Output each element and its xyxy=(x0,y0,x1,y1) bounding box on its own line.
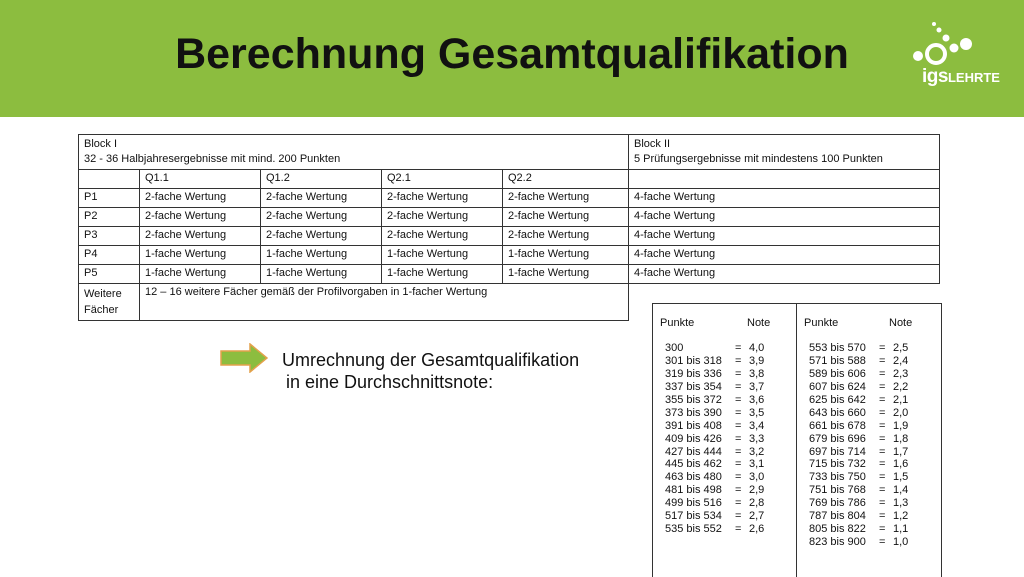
points-range: 661 bis 678 xyxy=(809,419,866,432)
grade-row xyxy=(665,497,790,510)
points-range: 589 bis 606 xyxy=(809,367,866,380)
grade-value: 1,5 xyxy=(893,471,909,484)
table-cell: 2-fache Wertung xyxy=(140,189,261,208)
grade-value: 3,0 xyxy=(749,471,765,484)
equals-sign: = xyxy=(735,367,742,380)
points-range: 733 bis 750 xyxy=(809,471,866,484)
column-header: Q1.2 xyxy=(261,170,382,189)
table-cell: 2-fache Wertung xyxy=(382,227,503,246)
grade-row xyxy=(809,433,934,446)
grade-value: 3,4 xyxy=(749,419,765,432)
grade-row xyxy=(665,381,790,394)
row-label: P4 xyxy=(79,246,140,265)
equals-sign: = xyxy=(735,393,742,406)
grade-value: 2,1 xyxy=(893,393,909,406)
equals-sign: = xyxy=(735,471,742,484)
equals-sign: = xyxy=(735,445,742,458)
grade-row xyxy=(665,484,790,497)
table-cell: 1-fache Wertung xyxy=(140,246,261,265)
grade-value: 2,4 xyxy=(893,354,909,367)
points-range: 697 bis 714 xyxy=(809,445,866,458)
column-header xyxy=(629,170,940,189)
table-cell: 2-fache Wertung xyxy=(503,227,629,246)
equals-sign: = xyxy=(735,510,742,523)
table-row xyxy=(79,246,940,265)
grade-value: 2,5 xyxy=(893,342,909,354)
table-cell: 2-fache Wertung xyxy=(261,208,382,227)
points-range: 373 bis 390 xyxy=(665,406,722,419)
equals-sign: = xyxy=(879,393,886,406)
grade-value: 2,6 xyxy=(749,523,765,536)
column-header: Q2.2 xyxy=(503,170,629,189)
table-cell: 2-fache Wertung xyxy=(261,189,382,208)
points-range: 481 bis 498 xyxy=(665,484,722,497)
grade-row xyxy=(809,497,934,510)
table-cell: 1-fache Wertung xyxy=(503,265,629,284)
points-range: 300 xyxy=(665,342,684,354)
grade-row xyxy=(665,407,790,420)
equals-sign: = xyxy=(735,354,742,367)
row-label: P2 xyxy=(79,208,140,227)
table-cell: 2-fache Wertung xyxy=(382,189,503,208)
table-cell: 1-fache Wertung xyxy=(261,265,382,284)
grade-value: 3,5 xyxy=(749,406,765,419)
grade-value: 4,0 xyxy=(749,342,765,354)
points-range: 787 bis 804 xyxy=(809,510,866,523)
points-range: 499 bis 516 xyxy=(665,497,722,510)
grade-value: 3,1 xyxy=(749,458,765,471)
points-range: 571 bis 588 xyxy=(809,354,866,367)
points-range: 337 bis 354 xyxy=(665,380,722,393)
equals-sign: = xyxy=(879,432,886,445)
table-header-row xyxy=(79,135,940,170)
grade-value: 2,0 xyxy=(893,406,909,419)
equals-sign: = xyxy=(879,367,886,380)
grade-row xyxy=(665,342,790,355)
equals-sign: = xyxy=(879,471,886,484)
arrow-right-icon xyxy=(220,343,268,373)
points-range: 715 bis 732 xyxy=(809,458,866,471)
conversion-line-1: Umrechnung der Gesamtqualifikation xyxy=(282,350,580,370)
grade-value: 3,2 xyxy=(749,445,765,458)
grade-value: 1,9 xyxy=(893,419,909,432)
grade-value: 1,3 xyxy=(893,497,909,510)
logo-text: igsLEHRTE xyxy=(922,66,1000,87)
grade-column-left: Punkte Note 300 = 4,0 301 bis 318 = 3,9 319 bis 336 = 3,8 337 bis 354 = 3,7 355 bis 372 = 3,6 373 bis 390 = 3,5 391 bis 408 = 3,4 409 bis 426 = 3,3 427 bis 444 = 3,2 445 bis 462 = 3,1 463 bis 480 = 3,0 481 bis 498 = 2,9 499 bis 516 = 2,8 517 bis 534 = 2,7 535 bis 552 = 2,6 xyxy=(653,304,797,577)
table-cell: 2-fache Wertung xyxy=(503,189,629,208)
equals-sign: = xyxy=(879,523,886,536)
points-range: 805 bis 822 xyxy=(809,523,866,536)
table-row xyxy=(79,189,940,208)
grade-value: 1,1 xyxy=(893,523,909,536)
points-range: 391 bis 408 xyxy=(665,419,722,432)
table-cell: 1-fache Wertung xyxy=(503,246,629,265)
grade-value: 1,6 xyxy=(893,458,909,471)
grade-row xyxy=(809,394,934,407)
points-range: 679 bis 696 xyxy=(809,432,866,445)
grade-value: 2,9 xyxy=(749,484,765,497)
grade-rows-right xyxy=(809,342,934,549)
equals-sign: = xyxy=(879,445,886,458)
points-range: 553 bis 570 xyxy=(809,342,866,354)
grade-value: 3,3 xyxy=(749,432,765,445)
table-cell: 1-fache Wertung xyxy=(382,265,503,284)
row-label: P5 xyxy=(79,265,140,284)
grade-row xyxy=(809,536,934,549)
points-range: 769 bis 786 xyxy=(809,497,866,510)
points-range: 409 bis 426 xyxy=(665,432,722,445)
grade-row xyxy=(809,446,934,459)
grade-row xyxy=(809,523,934,536)
points-range: 445 bis 462 xyxy=(665,458,722,471)
grade-rows-left xyxy=(665,342,790,536)
extra-subjects-cell: 12 – 16 weitere Fächer gemäß der Profilvorgaben in 1-facher Wertung xyxy=(140,284,629,321)
table-cell: 2-fache Wertung xyxy=(140,227,261,246)
conversion-text xyxy=(282,349,579,393)
equals-sign: = xyxy=(879,510,886,523)
grade-row xyxy=(665,355,790,368)
block-2-header: Block II 5 Prüfungsergebnisse mit mindestens 100 Punkten xyxy=(629,135,940,170)
points-range: 427 bis 444 xyxy=(665,445,722,458)
points-range: 823 bis 900 xyxy=(809,536,866,549)
equals-sign: = xyxy=(735,342,742,354)
grade-row xyxy=(665,368,790,381)
table-cell: 2-fache Wertung xyxy=(382,208,503,227)
grade-row xyxy=(665,471,790,484)
equals-sign: = xyxy=(879,536,886,549)
table-cell: 4-fache Wertung xyxy=(629,208,940,227)
grade-value: 1,7 xyxy=(893,445,909,458)
points-range: 643 bis 660 xyxy=(809,406,866,419)
table-row xyxy=(79,227,940,246)
grade-row xyxy=(809,420,934,433)
equals-sign: = xyxy=(735,406,742,419)
grade-row xyxy=(809,484,934,497)
grade-row xyxy=(809,381,934,394)
equals-sign: = xyxy=(735,484,742,497)
grade-column-right: Punkte Note 553 bis 570 = 2,5 571 bis 588 = 2,4 589 bis 606 = 2,3 607 bis 624 = 2,2 625 bis 642 = 2,1 643 bis 660 = 2,0 661 bis 678 = 1,9 679 bis 696 = 1,8 697 bis 714 = 1,7 715 bis 732 = 1,6 733 bis 750 = 1,5 751 bis 768 = 1,4 769 bis 786 = 1,3 787 bis 804 = 1,2 805 bis 822 = 1,1 823 bis 900 = 1,0 xyxy=(797,304,940,577)
points-range: 535 bis 552 xyxy=(665,523,722,536)
table-cell: 1-fache Wertung xyxy=(261,246,382,265)
grade-row xyxy=(665,510,790,523)
grade-value: 2,3 xyxy=(893,367,909,380)
block-1-header: Block I 32 - 36 Halbjahresergebnisse mit mind. 200 Punkten xyxy=(79,135,629,170)
points-range: 301 bis 318 xyxy=(665,354,722,367)
table-cell: 4-fache Wertung xyxy=(629,227,940,246)
grade-value: 2,8 xyxy=(749,497,765,510)
row-label: P3 xyxy=(79,227,140,246)
grade-value: 1,8 xyxy=(893,432,909,445)
table-cell: 4-fache Wertung xyxy=(629,189,940,208)
grade-row xyxy=(809,471,934,484)
equals-sign: = xyxy=(879,342,886,354)
grade-value: 1,0 xyxy=(893,536,909,549)
points-range: 319 bis 336 xyxy=(665,367,722,380)
table-cell: 2-fache Wertung xyxy=(140,208,261,227)
points-range: 517 bis 534 xyxy=(665,510,722,523)
column-header: Q1.1 xyxy=(140,170,261,189)
grade-value: 3,6 xyxy=(749,393,765,406)
equals-sign: = xyxy=(879,406,886,419)
table-cell: 4-fache Wertung xyxy=(629,246,940,265)
grade-row xyxy=(809,510,934,523)
grade-row xyxy=(665,458,790,471)
grade-value: 2,2 xyxy=(893,380,909,393)
equals-sign: = xyxy=(879,354,886,367)
grade-row xyxy=(665,446,790,459)
grade-value: 2,7 xyxy=(749,510,765,523)
points-range: 607 bis 624 xyxy=(809,380,866,393)
grade-conversion-table xyxy=(652,303,942,577)
row-label: Weitere Fächer xyxy=(79,284,140,321)
table-row xyxy=(79,208,940,227)
equals-sign: = xyxy=(735,380,742,393)
points-range: 751 bis 768 xyxy=(809,484,866,497)
points-range: 625 bis 642 xyxy=(809,393,866,406)
grade-value: 1,2 xyxy=(893,510,909,523)
row-label: P1 xyxy=(79,189,140,208)
conversion-line-2: in eine Durchschnittsnote: xyxy=(286,372,494,392)
grade-row xyxy=(665,433,790,446)
corner-cell xyxy=(79,170,140,189)
equals-sign: = xyxy=(879,484,886,497)
grade-row xyxy=(809,368,934,381)
grade-row xyxy=(809,342,934,355)
table-cell: 1-fache Wertung xyxy=(382,246,503,265)
equals-sign: = xyxy=(735,523,742,536)
equals-sign: = xyxy=(735,432,742,445)
table-cell: 1-fache Wertung xyxy=(140,265,261,284)
points-range: 355 bis 372 xyxy=(665,393,722,406)
grade-value: 3,8 xyxy=(749,367,765,380)
equals-sign: = xyxy=(879,458,886,471)
grade-value: 1,4 xyxy=(893,484,909,497)
equals-sign: = xyxy=(735,497,742,510)
column-header: Q2.1 xyxy=(382,170,503,189)
table-cell: 2-fache Wertung xyxy=(503,208,629,227)
weighting-table xyxy=(78,134,940,321)
table-cell: 4-fache Wertung xyxy=(629,265,940,284)
grade-row xyxy=(665,420,790,433)
table-row xyxy=(79,265,940,284)
equals-sign: = xyxy=(879,497,886,510)
grade-row xyxy=(809,458,934,471)
equals-sign: = xyxy=(735,419,742,432)
grade-row xyxy=(809,407,934,420)
column-header-row xyxy=(79,170,940,189)
grade-value: 3,9 xyxy=(749,354,765,367)
equals-sign: = xyxy=(735,458,742,471)
grade-row xyxy=(809,355,934,368)
slide-title: Berechnung Gesamtqualifikation xyxy=(175,30,849,78)
points-range: 463 bis 480 xyxy=(665,471,722,484)
equals-sign: = xyxy=(879,419,886,432)
grade-value: 3,7 xyxy=(749,380,765,393)
grade-row xyxy=(665,394,790,407)
equals-sign: = xyxy=(879,380,886,393)
table-cell: 2-fache Wertung xyxy=(261,227,382,246)
grade-row xyxy=(665,523,790,536)
